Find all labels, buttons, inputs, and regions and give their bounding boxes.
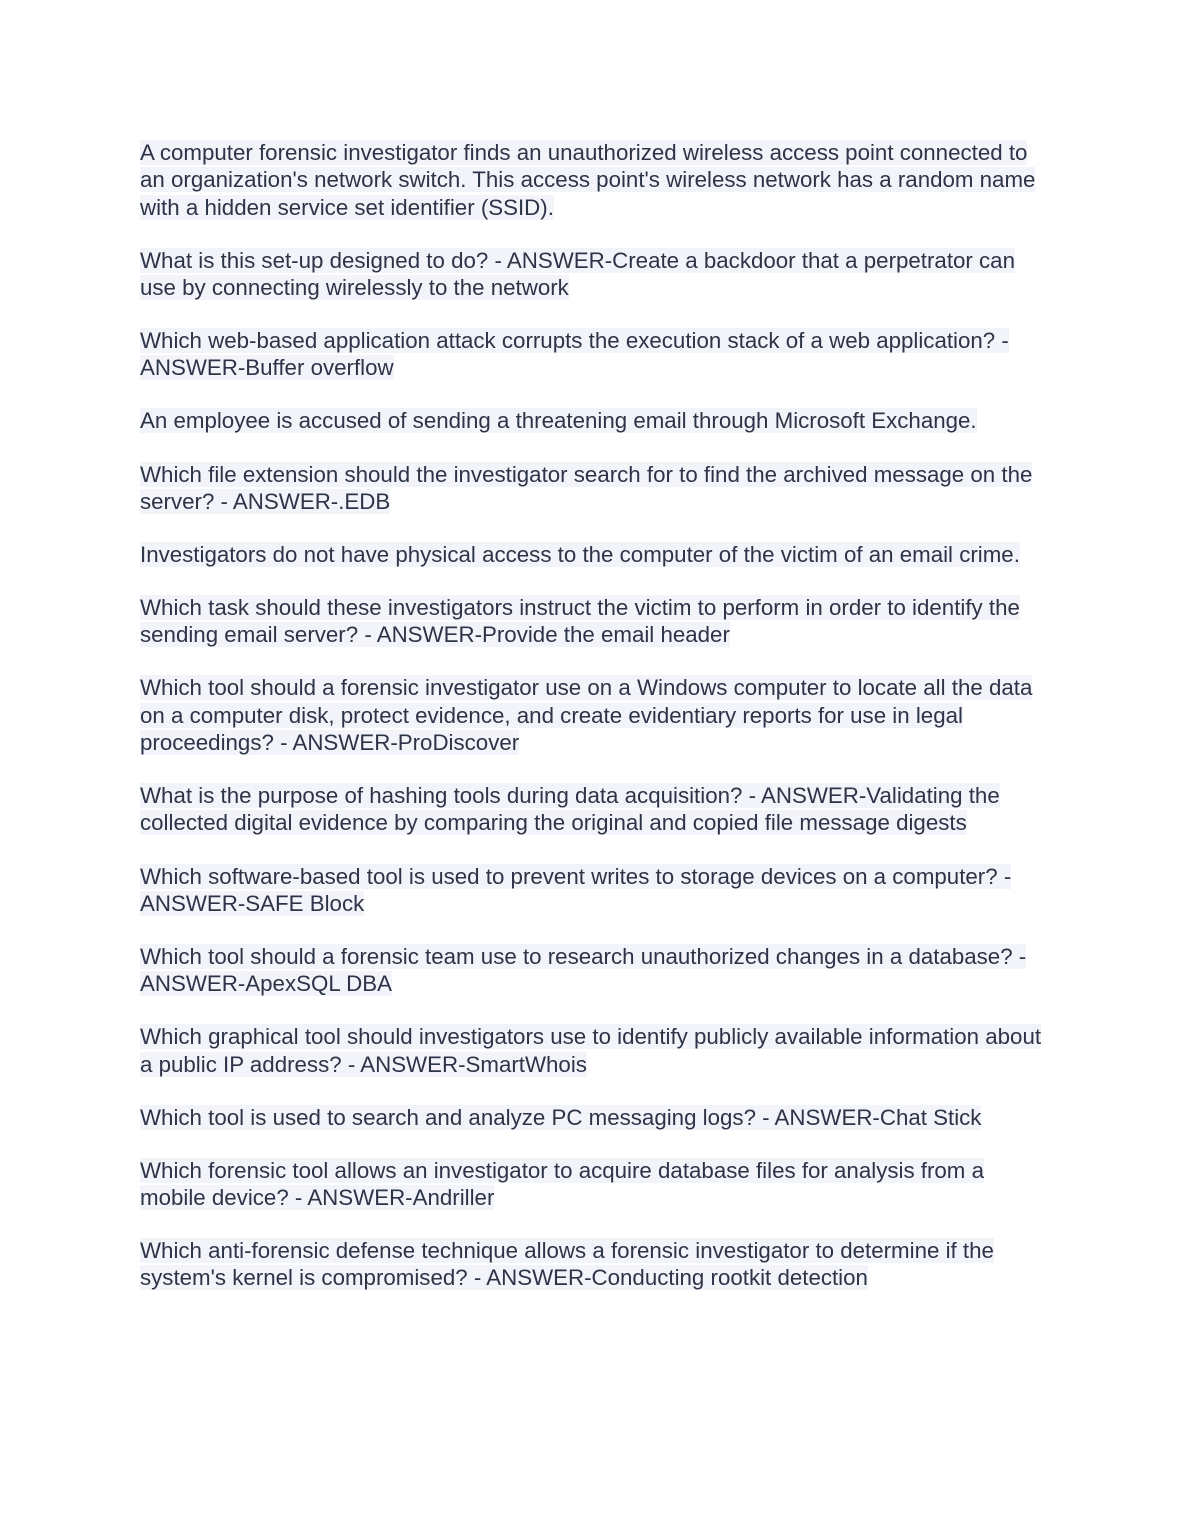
qa-item: [140, 863, 1055, 918]
qa-item: [140, 1104, 1055, 1131]
qa-item: [140, 782, 1055, 837]
paragraph-text: Which tool is used to search and analyze PC messaging logs? - ANSWER-Chat Stick: [140, 1104, 982, 1130]
paragraph-scenario-email: [140, 407, 1055, 434]
paragraph-text: Investigators do not have physical access to the computer of the victim of an email crime.: [140, 541, 1020, 567]
paragraph-text: Which software-based tool is used to prevent writes to storage devices on a computer? - ANSWER-SAFE Block: [140, 863, 1012, 916]
paragraph-text: What is the purpose of hashing tools during data acquisition? - ANSWER-Validating the collected digital evidence by comparing the original and copied file message digests: [140, 783, 1000, 836]
paragraph-text: What is this set-up designed to do? - ANSWER-Create a backdoor that a perpetrator can use by connecting wirelessly to the network: [140, 247, 1015, 300]
paragraph-text: Which forensic tool allows an investigator to acquire database files for analysis from a mobile device? - ANSWER-Andriller: [140, 1157, 984, 1211]
qa-item: [140, 943, 1055, 998]
qa-item: [140, 594, 1055, 649]
paragraph-text: Which tool should a forensic team use to research unauthorized changes in a database? - ANSWER-ApexSQL DBA: [140, 943, 1027, 997]
qa-item: [140, 461, 1055, 516]
qa-item: [140, 674, 1055, 756]
paragraph-text: Which web-based application attack corrupts the execution stack of a web application? - ANSWER-Buffer overflow: [140, 328, 1009, 381]
paragraph-text: Which graphical tool should investigators use to identify publicly available information about a public IP address? - ANSWER-SmartWhois: [140, 1024, 1042, 1077]
paragraph-text: An employee is accused of sending a threatening email through Microsoft Exchange.: [140, 408, 977, 434]
paragraph-text: Which anti-forensic defense technique allows a forensic investigator to determine if the system's kernel is compromised? - ANSWER-Conducting rootkit detection: [140, 1238, 994, 1291]
paragraph-scenario-wireless: [140, 139, 1055, 221]
document-page: [140, 139, 1055, 1318]
qa-item: [140, 247, 1055, 302]
qa-item: [140, 327, 1055, 382]
paragraph-scenario-victim: [140, 541, 1055, 568]
qa-item: [140, 1023, 1055, 1078]
qa-item: [140, 1237, 1055, 1292]
paragraph-text: Which file extension should the investigator search for to find the archived message on the server? - ANSWER-.EDB: [140, 461, 1033, 514]
paragraph-text: Which task should these investigators instruct the victim to perform in order to identify the sending email server? - ANSWER-Provide the email header: [140, 595, 1020, 648]
paragraph-text: A computer forensic investigator finds an unauthorized wireless access point connected to an organization's network switch. This access point's wireless network has a random name with a hidden service set identifier (SSID).: [140, 140, 1036, 220]
paragraph-text: Which tool should a forensic investigator use on a Windows computer to locate all the data on a computer disk, protect evidence, and create evidentiary reports for use in legal proceedings? - ANSWER-ProDiscover: [140, 675, 1033, 756]
qa-item: [140, 1157, 1055, 1212]
